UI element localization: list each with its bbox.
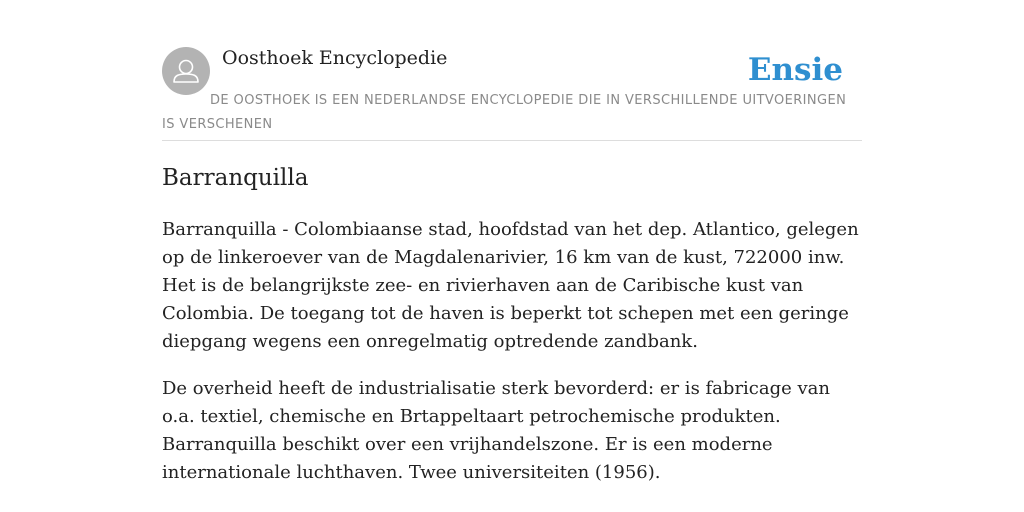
article-paragraph: De overheid heeft de industrialisatie sterk bevorderd: er is fabricage van o.a. textiel, chemische en Brtappeltaart petrochemische produkten. Barranquilla beschikt over een vrijhandelszone. Er is een moderne internationale luchthaven. Twee universiteiten (1956).: [162, 378, 831, 483]
brand-logo[interactable]: Ensie: [747, 52, 843, 88]
page-header: [162, 46, 862, 141]
site-name[interactable]: Oosthoek Encyclopedie: [222, 47, 448, 69]
avatar[interactable]: [162, 47, 210, 95]
page-title: Barranquilla: [162, 165, 309, 191]
site-tagline: DE OOSTHOEK IS EEN NEDERLANDSE ENCYCLOPEDIE DIE IN VERSCHILLENDE UITVOERINGEN IS VERSCHENEN: [162, 93, 847, 132]
article-body: [162, 216, 862, 506]
article-paragraph: Barranquilla - Colombiaanse stad, hoofdstad van het dep. Atlantico, gelegen op de linkeroever van de Magdalenarivier, 16 km van de kust, 722000 inw. Het is de belangrijkste zee- en rivierhaven aan de Caribische kust van Colombia. De toegang tot de haven is beperkt tot schepen met een geringe diepgang wegens een onregelmatig optredende zandbank.: [162, 219, 859, 352]
user-icon: [162, 47, 210, 95]
